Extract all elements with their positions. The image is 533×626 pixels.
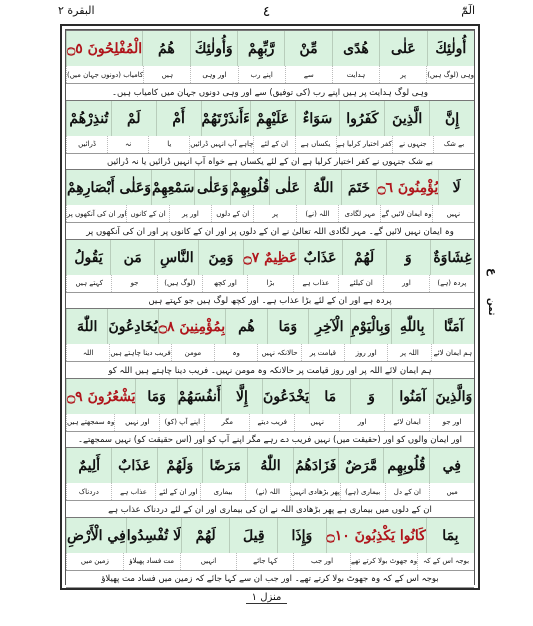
arabic-word: لَا — [438, 170, 474, 206]
arabic-word: وَ — [386, 240, 430, 276]
word-gloss: اور جو — [429, 414, 474, 431]
arabic-word: وَبِالْيَوْمِ — [350, 309, 391, 345]
arabic-word: وَلَهُمْ — [157, 448, 202, 484]
word-gloss: اور کچھ — [202, 275, 247, 292]
word-gloss: عذاب ہے — [293, 275, 338, 292]
word-gloss: کہا جائے — [236, 553, 293, 570]
word-gloss: اور روز — [344, 344, 387, 361]
page-number: ٤ — [262, 4, 271, 20]
arabic-word: وَعَلٰى — [194, 170, 230, 206]
word-gloss: مومن — [171, 344, 214, 361]
word-gloss-row — [66, 414, 474, 431]
page-body — [65, 29, 475, 585]
word-gloss: مگر — [204, 414, 249, 431]
word-gloss-row — [66, 344, 474, 361]
urdu-translation-line: پردہ ہے اور ان کے لئے بڑا عذاب ہے۔ اور کچھ لوگ ہیں جو کہتے ہیں — [66, 292, 474, 310]
arabic-word: تُنذِرْهُمْ — [66, 101, 111, 137]
arabic-word: مَا — [309, 379, 350, 415]
manzil-label: منزل ١ — [246, 592, 288, 604]
arabic-word: مَرَضًا — [202, 448, 247, 484]
arabic-word: النَّاسِ — [154, 240, 198, 276]
word-gloss: اللہ پر — [387, 344, 430, 361]
arabic-word: قُلُوبِهِم — [383, 448, 428, 484]
word-gloss-row — [66, 483, 474, 500]
word-gloss: کفر اختیار کرلیا ہے — [336, 136, 392, 153]
urdu-translation-line: ہم ایمان لائے اللہ پر اور روز قیامت پر حالانکہ وہ مومن نہیں۔ فریب دینا چاہتے ہیں اللہ کو — [66, 361, 474, 379]
word-gloss: مت فساد پھیلاؤ — [123, 553, 180, 570]
quran-page-frame — [60, 24, 480, 590]
word-gloss-row — [66, 553, 474, 570]
ruku-mark: ع — [486, 268, 499, 276]
word-gloss: زمین میں — [66, 553, 123, 570]
arabic-word: وَمَا — [135, 379, 176, 415]
arabic-word: فِي — [429, 448, 474, 484]
arabic-word: عَلٰى — [269, 170, 305, 206]
word-gloss: پر — [253, 205, 295, 222]
arabic-word: وَالَّذِينَ — [433, 379, 474, 415]
word-gloss: ان کے لئے — [253, 136, 294, 153]
word-gloss: ان کیلئے — [338, 275, 383, 292]
arabic-verse-row — [66, 169, 474, 207]
word-gloss: ان کے دلوں — [211, 205, 253, 222]
word-gloss: پھر بڑھادی انہیں — [290, 483, 340, 500]
word-gloss: پردہ (ہے) — [429, 275, 474, 292]
thumun-mark: ثمن — [486, 298, 496, 316]
arabic-word: وَمَا — [267, 309, 308, 345]
arabic-word: مَن — [110, 240, 154, 276]
arabic-word: مَّرَضٌ — [338, 448, 383, 484]
word-gloss: اور — [383, 275, 428, 292]
arabic-word: يَشْعُرُونَ ۝٩ — [66, 379, 136, 415]
arabic-word: قِيلَ — [229, 518, 277, 554]
word-gloss: اپنے آپ (کو) — [159, 414, 204, 431]
arabic-word: بِاللّٰهِ — [391, 309, 432, 345]
word-gloss: کامیاب (دونوں جہان میں) — [66, 66, 143, 83]
arabic-word: عَظِيمٌ ۝٧ — [243, 240, 298, 276]
word-gloss: اور پر — [169, 205, 211, 222]
arabic-verse-row — [66, 308, 474, 346]
arabic-word: هُدًى — [332, 31, 379, 67]
arabic-word: يُؤْمِنُونَ ۝٦ — [376, 170, 438, 206]
arabic-word: عَذَابٌ — [111, 448, 156, 484]
word-gloss: اپنے رب — [238, 66, 285, 83]
arabic-word: كَفَرُوا — [339, 101, 384, 137]
word-gloss: بوجہ اس کے کہ — [417, 553, 474, 570]
word-gloss: فریب دیتے — [249, 414, 294, 431]
arabic-word: سَمْعِهِمْ — [151, 170, 194, 206]
arabic-verse-row — [66, 30, 474, 68]
word-gloss-row — [66, 205, 474, 222]
arabic-word: الْآخِرِ — [308, 309, 349, 345]
arabic-word: وَعَلٰى أَبْصَارِهِمْ — [66, 170, 151, 206]
word-gloss: مہر لگادی — [338, 205, 380, 222]
word-gloss: اور جب — [293, 553, 350, 570]
word-gloss: انہیں — [180, 553, 237, 570]
word-gloss: فریب دینا چاہتے ہیں — [109, 344, 170, 361]
word-gloss: بڑا — [247, 275, 292, 292]
word-gloss: (لوگ ہیں) — [157, 275, 202, 292]
arabic-word: رَّبِّهِمْ — [237, 31, 284, 67]
arabic-word: اللّٰهَ — [66, 309, 107, 345]
word-gloss: اللہ — [66, 344, 109, 361]
word-gloss: وہ — [214, 344, 257, 361]
word-gloss: ڈرائیں — [66, 136, 107, 153]
word-gloss: (نے) اللہ — [296, 205, 338, 222]
word-gloss: میں — [429, 483, 474, 500]
word-gloss-row — [66, 136, 474, 153]
arabic-word: وَ — [350, 379, 391, 415]
word-gloss: اور نہیں — [114, 414, 159, 431]
page-header — [58, 4, 475, 22]
arabic-word: هُمُ — [142, 31, 189, 67]
arabic-word: بِمَا — [426, 518, 474, 554]
word-gloss: بیماری — [200, 483, 245, 500]
juz-name-label: الٓمّٓ — [461, 4, 475, 17]
arabic-word: يَقُولُ — [66, 240, 110, 276]
arabic-word: اللّٰهُ — [305, 170, 341, 206]
word-gloss: اور — [339, 414, 384, 431]
arabic-verse-row — [66, 447, 474, 485]
word-gloss: ان کے کانوں — [126, 205, 168, 222]
word-gloss: قیامت پر — [301, 344, 344, 361]
arabic-word: أَلِيمٌ — [66, 448, 111, 484]
arabic-verse-row — [66, 378, 474, 416]
arabic-word: أُولٰئِكَ — [427, 31, 474, 67]
word-gloss: اور ان کی آنکھوں پر — [66, 205, 126, 222]
urdu-translation-line: وہ ایمان نہیں لائیں گے۔ مہر لگادی اللہ تعالیٰ نے ان کے دلوں پر اور ان کے کانوں پر اور ان کی آنکھوں پر — [66, 222, 474, 240]
arabic-word: عَلَيْهِمْ — [250, 101, 295, 137]
word-gloss: نہیں — [294, 414, 339, 431]
word-gloss: اور ان کے لئے — [155, 483, 200, 500]
arabic-word: لَا تُفْسِدُوا — [126, 518, 181, 554]
urdu-translation-line: بے شک جنہوں نے کفر اختیار کرلیا ہے ان کے لئے یکساں ہے خواہ آپ انہیں ڈرائیں یا نہ ڈرائیں — [66, 153, 474, 171]
arabic-word: إِلَّا — [221, 379, 262, 415]
arabic-word: قُلُوبِهِمْ — [230, 170, 269, 206]
word-gloss: ایمان لائے — [384, 414, 429, 431]
word-gloss: پر — [379, 66, 426, 83]
arabic-word: آمَنُوا — [392, 379, 433, 415]
word-gloss: وہی (لوگ ہیں) — [426, 66, 474, 83]
word-gloss: نہ — [107, 136, 148, 153]
arabic-word: وَأُولٰئِكَ — [190, 31, 237, 67]
arabic-word: لَمْ — [111, 101, 156, 137]
arabic-word: اللّٰهُ — [247, 448, 292, 484]
urdu-translation-line: بوجہ اس کے کہ وہ جھوٹ بولا کرتے تھے۔ اور جب ان سے کہا جائے کہ زمین میں فساد مت پھیلاؤ — [66, 570, 474, 588]
arabic-word: الَّذِينَ — [384, 101, 429, 137]
word-gloss: اللہ (نے) — [245, 483, 290, 500]
word-gloss: بے شک — [433, 136, 474, 153]
arabic-word: أَنفُسَهُمْ — [177, 379, 221, 415]
arabic-word: كَانُوا يَكْذِبُونَ ۝١٠ — [326, 518, 426, 554]
word-gloss: سے — [285, 66, 332, 83]
word-gloss-row — [66, 66, 474, 83]
word-gloss: وہ جھوٹ بولا کرتے تھے — [350, 553, 417, 570]
word-gloss: وہ ایمان لائیں گے — [380, 205, 431, 222]
word-gloss: حالانکہ نہیں — [257, 344, 300, 361]
arabic-word: الْمُفْلِحُونَ ۝٥ — [66, 31, 142, 67]
arabic-verse-row — [66, 239, 474, 277]
word-gloss: ہم ایمان لائے — [431, 344, 474, 361]
arabic-word: مِّنْ — [284, 31, 331, 67]
arabic-word: آمَنَّا — [433, 309, 474, 345]
arabic-word: وَإِذَا — [277, 518, 325, 554]
word-gloss: جو — [111, 275, 156, 292]
word-gloss: جنہوں نے — [392, 136, 433, 153]
arabic-word: لَهُمْ — [342, 240, 386, 276]
word-gloss-row — [66, 275, 474, 292]
word-gloss: ہدایت — [332, 66, 379, 83]
arabic-word: خَتَمَ — [341, 170, 377, 206]
arabic-word: بِمُؤْمِنِينَ ۝٨ — [158, 309, 225, 345]
word-gloss: ہیں — [143, 66, 190, 83]
urdu-translation-line: ان کے دلوں میں بیماری ہے پھر بڑھادی اللہ نے ان کی بیماری اور ان کے لئے دردناک عذاب ہے — [66, 500, 474, 518]
arabic-word: عَذَابٌ — [298, 240, 342, 276]
arabic-word: يُخَادِعُونَ — [107, 309, 157, 345]
word-gloss: چاہے آپ انہیں ڈرائیں — [189, 136, 253, 153]
urdu-translation-line: اور ایمان والوں کو اور (حقیقت میں) نہیں فریب دے رہے مگر اپنے آپ کو اور (اس حقیقت کو) نہیں سمجھتے۔ — [66, 431, 474, 449]
arabic-verse-row — [66, 517, 474, 555]
arabic-word: ءَأَنذَرْتَهُمْ — [201, 101, 250, 137]
page-footer — [0, 592, 533, 603]
arabic-word: فِي الْأَرْضِ — [66, 518, 126, 554]
arabic-word: أَمْ — [156, 101, 201, 137]
arabic-word: عَلٰى — [379, 31, 426, 67]
word-gloss: دردناک — [66, 483, 111, 500]
word-gloss: اور وہی — [190, 66, 237, 83]
urdu-translation-line: وہی لوگ ہدایت پر ہیں اپنے رب (کی توفیق) سے اور وہی دونوں جہان میں کامیاب ہیں۔ — [66, 83, 474, 101]
arabic-word: لَهُمْ — [181, 518, 229, 554]
arabic-verse-row — [66, 100, 474, 138]
word-gloss: نہیں — [432, 205, 474, 222]
word-gloss: بیماری (ہے) — [340, 483, 385, 500]
arabic-word: يَخْدَعُونَ — [262, 379, 309, 415]
word-gloss: وہ سمجھتے ہیں — [66, 414, 114, 431]
arabic-word: سَوَاءٌ — [295, 101, 340, 137]
arabic-word: غِشَاوَةٌ — [430, 240, 474, 276]
word-gloss: یکساں ہے — [295, 136, 336, 153]
arabic-word: فَزَادَهُمُ — [293, 448, 338, 484]
arabic-word: إِنَّ — [429, 101, 474, 137]
word-gloss: کہتے ہیں — [66, 275, 111, 292]
arabic-word: وَمِنَ — [198, 240, 242, 276]
word-gloss: یا — [148, 136, 189, 153]
word-gloss: ان کے دل — [385, 483, 430, 500]
arabic-word: هُم — [225, 309, 266, 345]
surah-name-label: البقرة ٢ — [58, 4, 95, 17]
word-gloss: عذاب ہے — [111, 483, 156, 500]
